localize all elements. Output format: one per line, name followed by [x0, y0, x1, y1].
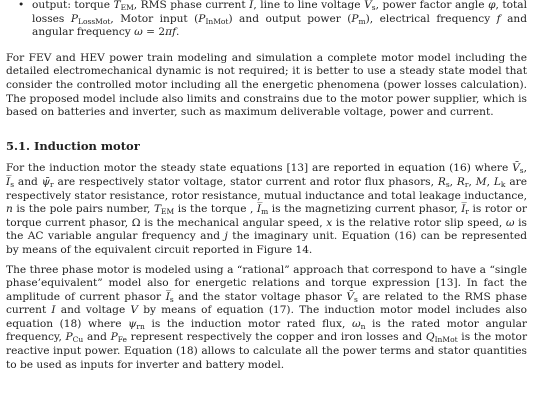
math-symbol: x — [326, 216, 333, 229]
text-run: , line to line voltage — [253, 0, 365, 11]
math-symbol: V̄ — [512, 162, 520, 175]
math-subscript: m — [261, 207, 269, 217]
math-symbol: I̅ — [165, 290, 170, 303]
section-heading: 5.1. Induction motor — [6, 138, 140, 153]
math-subscript: r — [465, 207, 470, 217]
math-symbol: V — [364, 0, 372, 11]
math-symbol: P — [351, 12, 359, 25]
math-symbol: πf — [165, 26, 177, 39]
math-symbol: R — [437, 175, 446, 188]
text-run: output: torque — [32, 0, 114, 11]
math-symbol: f — [496, 12, 501, 25]
text-run: , — [449, 175, 457, 188]
math-symbol: P — [198, 12, 206, 25]
text-run: , power factor angle — [375, 0, 489, 11]
text-run: is the pole pairs number, — [12, 203, 154, 216]
math-symbol: M — [475, 175, 487, 188]
text-run: ), electrical frequency — [365, 12, 497, 25]
math-subscript: EM — [120, 3, 134, 12]
text-run: , — [486, 175, 494, 188]
math-subscript: s — [371, 3, 376, 12]
text-run: , Motor input ( — [110, 12, 199, 25]
model-approach-paragraph: For FEV and HEV power train modeling and simulation a complete motor model including the detailed electromechanical dynamic is not required; it is better to use a steady state model that consider the controlled motor including all the energetic phenomena (power losses calculation). The proposed model include also limits and constrains due to the motor power supplier, which is based on batteries and inverter, such as maximum deliverable voltage, power and current. — [6, 51, 527, 119]
math-subscript: s — [445, 179, 450, 189]
text-run: = 2 — [142, 26, 166, 39]
text-run: is rotor or torque current phasor, — [6, 203, 527, 229]
math-subscript: s — [169, 294, 174, 304]
math-subscript: rn — [136, 321, 145, 331]
steady-state-equations-paragraph — [6, 162, 527, 257]
text-run: is the magnetizing current phasor, — [268, 203, 462, 216]
text-run: For the induction motor the steady state equations [13] are reported in equation (16) where — [6, 162, 513, 175]
text-run: and — [14, 175, 42, 188]
math-subscript: r — [464, 179, 469, 189]
math-subscript: Fe — [117, 335, 127, 345]
math-symbol: I — [51, 304, 56, 317]
text-run: is the AC variable angular frequency and — [6, 216, 527, 243]
math-subscript: InMot — [205, 16, 229, 26]
math-subscript: LossMot — [77, 16, 111, 26]
math-symbol: ω — [134, 26, 143, 39]
math-subscript: k — [500, 179, 506, 189]
math-symbol: P — [65, 331, 73, 344]
text-run: The three phase motor is modeled using a “rational” approach that correspond to have a “single phase’equivalent” model also for energetic relations and torque expression [13]. In fact the amplitude of current phasor — [6, 263, 527, 303]
text-run: and the stator voltage phasor — [173, 290, 347, 303]
math-symbol: P — [70, 12, 78, 25]
text-run: are respectively stator voltage, stator current and rotor flux phasors, — [53, 175, 438, 188]
text-run: represent respectively the copper and iron losses and — [126, 331, 426, 344]
bullet-marker: • — [18, 0, 25, 11]
math-symbol: φ — [488, 0, 496, 11]
text-run: ) and output power ( — [228, 12, 352, 25]
math-subscript: s — [519, 166, 524, 176]
math-symbol: Q — [425, 331, 435, 344]
text-run: the imaginary unit. Equation (16) can be represented by means of the equivalent circuit reported in Figure 14. — [6, 230, 527, 256]
math-subscript: m — [358, 16, 366, 26]
math-symbol: I̅ — [256, 203, 262, 216]
math-subscript: s — [10, 179, 15, 189]
text-run: is the induction motor rated flux, — [144, 317, 352, 330]
text-run: and angular frequency — [32, 12, 527, 39]
math-symbol: R — [456, 175, 465, 188]
math-symbol: ω — [505, 216, 515, 229]
math-symbol: I̅ — [6, 175, 11, 188]
math-symbol: T — [153, 203, 162, 216]
math-symbol: I̅ — [461, 203, 466, 216]
math-symbol: j — [224, 230, 228, 243]
math-symbol: Ω — [131, 216, 141, 229]
math-symbol: ψ̄ — [41, 175, 51, 188]
math-subscript: r — [50, 179, 54, 189]
math-symbol: ψ — [128, 317, 137, 330]
math-subscript: InMot — [434, 335, 458, 345]
text-run: , total losses — [32, 0, 527, 25]
text-run: is the relative rotor slip speed, — [332, 216, 506, 229]
text-run: is the mechanical angular speed, — [140, 216, 327, 229]
text-run: is the rated motor angular frequency, — [6, 317, 527, 344]
output-bullet-item — [6, 0, 527, 40]
text-run: and — [83, 331, 111, 344]
text-run: is the motor reactive input power. Equation (18) allows to calculate all the power terms and stator quantities to be used as inputs for inverter and battery model. — [6, 331, 528, 371]
math-symbol: V̄ — [346, 290, 354, 303]
math-subscript: s — [354, 294, 358, 304]
text-run: is the torque , — [174, 203, 257, 216]
math-subscript: n — [360, 321, 366, 331]
text-run: by means of equation (17). The induction motor model includes also equation (18) where — [6, 304, 527, 330]
math-symbol: L — [493, 175, 501, 188]
math-symbol: P — [110, 331, 118, 344]
math-symbol: ω — [351, 317, 361, 330]
text-run: . — [176, 26, 180, 39]
text-run: , — [523, 162, 527, 175]
text-run: and voltage — [55, 304, 131, 317]
text-run: are respectively stator resistance, rotor resistance, mutual inductance and total leakage inductance, — [6, 175, 527, 202]
math-symbol: V — [130, 304, 139, 317]
math-subscript: EM — [161, 207, 175, 217]
math-subscript: Cu — [72, 335, 84, 345]
text-run: , RMS phase current — [133, 0, 250, 11]
text-run: are related to the RMS phase current — [6, 290, 527, 317]
math-symbol: I — [249, 0, 254, 11]
text-run: , — [468, 175, 476, 188]
math-symbol: n — [6, 203, 13, 216]
math-symbol: T — [113, 0, 121, 11]
rational-model-paragraph — [6, 264, 527, 373]
